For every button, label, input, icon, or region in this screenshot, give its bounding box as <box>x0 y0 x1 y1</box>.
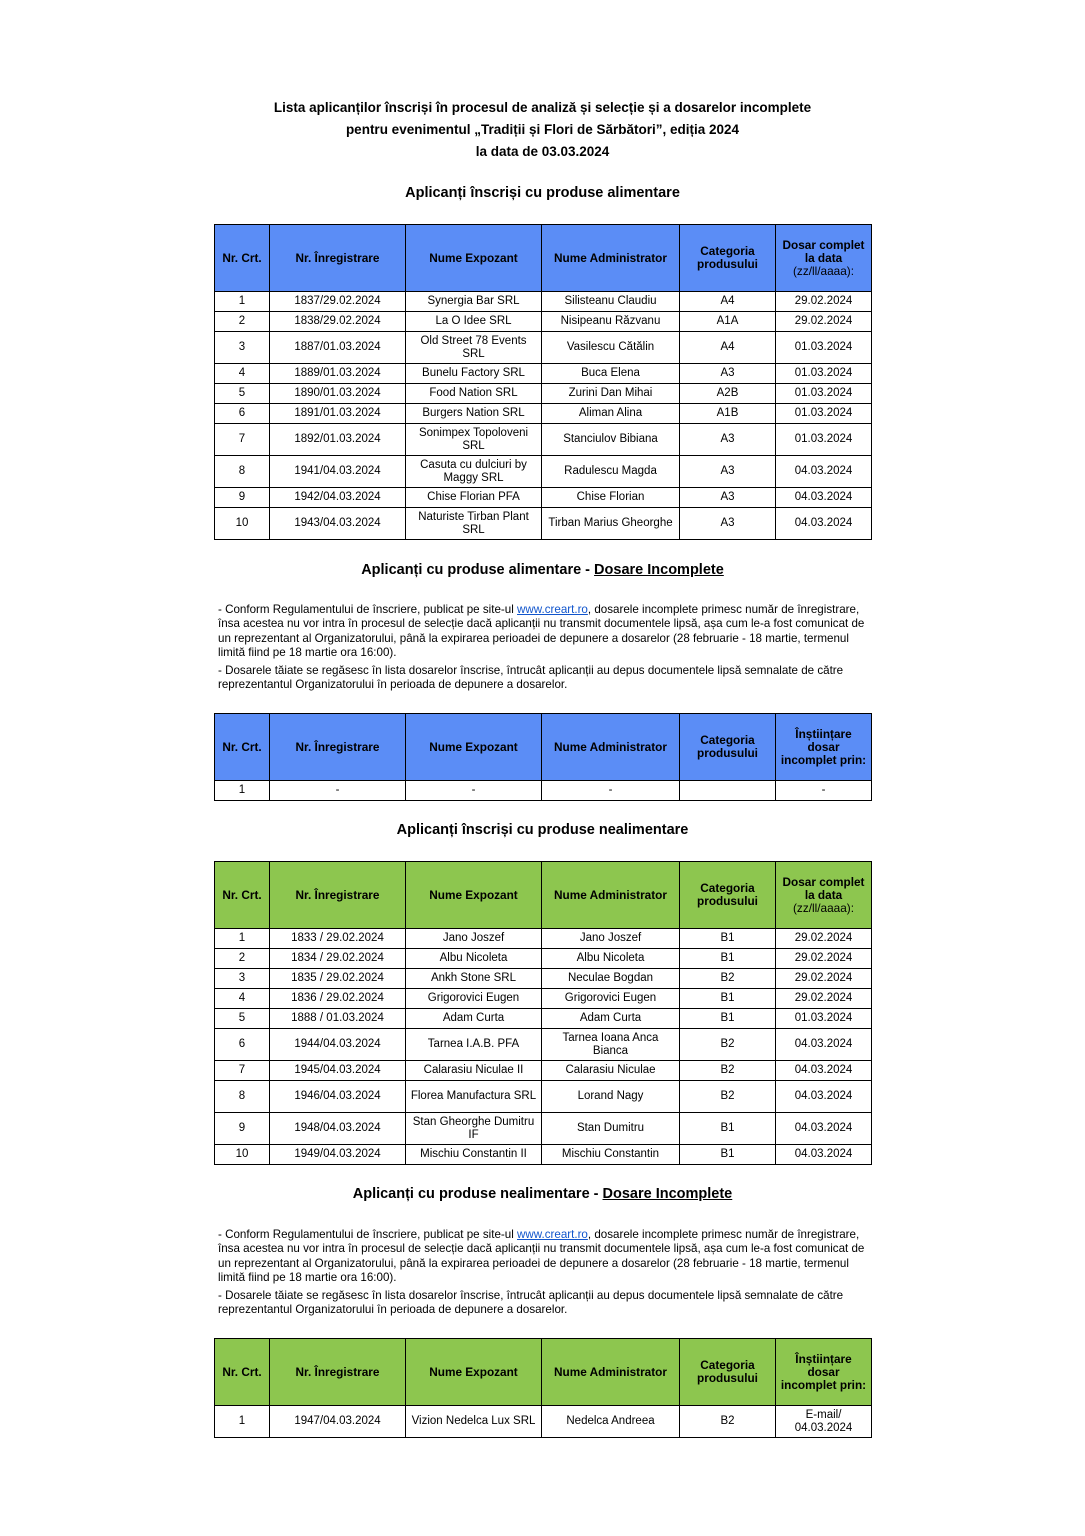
cell-exhibitor: Casuta cu dulciuri by Maggy SRL <box>406 456 542 488</box>
cell-status: 04.03.2024 <box>776 1113 872 1145</box>
cell-registration: 1944/04.03.2024 <box>270 1029 406 1061</box>
cell-nr: 6 <box>215 1029 270 1061</box>
table-row <box>215 969 872 989</box>
cell-exhibitor: Calarasiu Niculae II <box>406 1061 542 1081</box>
cell-category: A1B <box>680 404 776 424</box>
cell-nr: 5 <box>215 384 270 404</box>
cell-status: 04.03.2024 <box>776 1081 872 1113</box>
cell-registration: 1889/01.03.2024 <box>270 364 406 384</box>
nonfood-incomplete-rows <box>215 1406 872 1438</box>
cell-registration: 1949/04.03.2024 <box>270 1145 406 1165</box>
cell-category: B2 <box>680 1406 776 1438</box>
cell-status: E-mail/ 04.03.2024 <box>776 1406 872 1438</box>
cell-registration: 1890/01.03.2024 <box>270 384 406 404</box>
cell-administrator: Jano Joszef <box>542 929 680 949</box>
table-row <box>215 424 872 456</box>
cell-registration: 1945/04.03.2024 <box>270 1061 406 1081</box>
cell-exhibitor: Tarnea I.A.B. PFA <box>406 1029 542 1061</box>
cell-administrator: - <box>542 781 680 801</box>
table-row <box>215 1009 872 1029</box>
col-reg-header: Nr. Înregistrare <box>270 225 406 292</box>
cell-category: B2 <box>680 1081 776 1113</box>
table-row <box>215 404 872 424</box>
cell-administrator: Stanciulov Bibiana <box>542 424 680 456</box>
table-row <box>215 312 872 332</box>
cell-category: B1 <box>680 1009 776 1029</box>
cell-registration: - <box>270 781 406 801</box>
col-category-header: Categoria produsului <box>680 1339 776 1406</box>
cell-category: B2 <box>680 969 776 989</box>
col-exhibitor-header: Nume Expozant <box>406 714 542 781</box>
cell-registration: 1888 / 01.03.2024 <box>270 1009 406 1029</box>
table-header-row <box>215 714 872 781</box>
cell-nr: 5 <box>215 1009 270 1029</box>
cell-exhibitor: Florea Manufactura SRL <box>406 1081 542 1113</box>
food-rows <box>215 292 872 540</box>
cell-nr: 4 <box>215 989 270 1009</box>
cell-category: B1 <box>680 1113 776 1145</box>
col-nr-header: Nr. Crt. <box>215 862 270 929</box>
food-incomplete-note <box>218 603 873 697</box>
cell-status: 04.03.2024 <box>776 488 872 508</box>
cell-status: 01.03.2024 <box>776 404 872 424</box>
col-complete-header: Dosar complet la data (zz/ll/aaaa): <box>776 225 872 292</box>
cell-category: B1 <box>680 949 776 969</box>
table-row <box>215 949 872 969</box>
col-admin-header: Nume Administrator <box>542 225 680 292</box>
nonfood-incomplete-table <box>214 1338 872 1438</box>
cell-exhibitor: Albu Nicoleta <box>406 949 542 969</box>
title-line-1: Lista aplicanților înscriși în procesul de analiză și selecție și a dosarelor incomplete <box>273 100 812 115</box>
cell-exhibitor: Adam Curta <box>406 1009 542 1029</box>
table-header-row <box>215 1339 872 1406</box>
cell-status: 04.03.2024 <box>776 1145 872 1165</box>
cell-administrator: Mischiu Constantin <box>542 1145 680 1165</box>
cell-category: A4 <box>680 292 776 312</box>
table-header-row <box>215 862 872 929</box>
cell-exhibitor: Ankh Stone SRL <box>406 969 542 989</box>
cell-administrator: Buca Elena <box>542 364 680 384</box>
table-row <box>215 292 872 312</box>
table-row <box>215 456 872 488</box>
cell-exhibitor: Vizion Nedelca Lux SRL <box>406 1406 542 1438</box>
cell-exhibitor: Naturiste Tirban Plant SRL <box>406 508 542 540</box>
cell-status: 01.03.2024 <box>776 384 872 404</box>
cell-exhibitor: Bunelu Factory SRL <box>406 364 542 384</box>
cell-category: B2 <box>680 1029 776 1061</box>
table-row <box>215 384 872 404</box>
cell-registration: 1892/01.03.2024 <box>270 424 406 456</box>
table-row <box>215 488 872 508</box>
cell-administrator: Stan Dumitru <box>542 1113 680 1145</box>
cell-category: A3 <box>680 424 776 456</box>
cell-administrator: Vasilescu Cătălin <box>542 332 680 364</box>
cell-administrator: Neculae Bogdan <box>542 969 680 989</box>
table-row <box>215 364 872 384</box>
cell-administrator: Calarasiu Niculae <box>542 1061 680 1081</box>
cell-administrator: Lorand Nagy <box>542 1081 680 1113</box>
cell-category: B2 <box>680 1061 776 1081</box>
cell-status: 04.03.2024 <box>776 1029 872 1061</box>
cell-registration: 1943/04.03.2024 <box>270 508 406 540</box>
cell-category: B1 <box>680 929 776 949</box>
cell-registration: 1834 / 29.02.2024 <box>270 949 406 969</box>
cell-nr: 2 <box>215 949 270 969</box>
cell-status: 29.02.2024 <box>776 949 872 969</box>
cell-exhibitor: Synergia Bar SRL <box>406 292 542 312</box>
title-line-2: pentru evenimentul „Tradiții și Flori de Sărbători”, ediția 2024 <box>345 122 740 137</box>
cell-exhibitor: Grigorovici Eugen <box>406 989 542 1009</box>
cell-nr: 8 <box>215 456 270 488</box>
cell-status: 29.02.2024 <box>776 989 872 1009</box>
col-complete-header: Dosar complet la data (zz/ll/aaaa): <box>776 862 872 929</box>
col-category-header: Categoria produsului <box>680 862 776 929</box>
nonfood-section-heading: Aplicanți înscriși cu produse nealimentare <box>396 822 689 838</box>
cell-administrator: Grigorovici Eugen <box>542 989 680 1009</box>
creart-link[interactable]: www.creart.ro <box>517 1228 588 1241</box>
col-category-header: Categoria produsului <box>680 714 776 781</box>
cell-status: 04.03.2024 <box>776 456 872 488</box>
cell-nr: 7 <box>215 424 270 456</box>
cell-nr: 1 <box>215 929 270 949</box>
cell-status: 04.03.2024 <box>776 1061 872 1081</box>
cell-category: A3 <box>680 488 776 508</box>
cell-category: B1 <box>680 1145 776 1165</box>
cell-status: 29.02.2024 <box>776 969 872 989</box>
cell-nr: 3 <box>215 969 270 989</box>
col-nr-header: Nr. Crt. <box>215 225 270 292</box>
table-row <box>215 1061 872 1081</box>
col-notified-header: Înștiințare dosar incomplet prin: <box>776 1339 872 1406</box>
cell-category: A3 <box>680 508 776 540</box>
cell-nr: 9 <box>215 488 270 508</box>
cell-administrator: Chise Florian <box>542 488 680 508</box>
food-incomplete-heading: Aplicanți cu produse alimentare - Dosare Incomplete <box>361 562 724 578</box>
table-row <box>215 929 872 949</box>
table-row <box>215 1081 872 1113</box>
table-row <box>215 989 872 1009</box>
cell-category: A2B <box>680 384 776 404</box>
food-incomplete-rows <box>215 781 872 801</box>
cell-category: A3 <box>680 364 776 384</box>
cell-registration: 1941/04.03.2024 <box>270 456 406 488</box>
cell-status: - <box>776 781 872 801</box>
col-reg-header: Nr. Înregistrare <box>270 862 406 929</box>
note-paragraph-1: - Conform Regulamentului de înscriere, publicat pe site-ul www.creart.ro, dosarele incomplete primesc număr de înregistrare, însa acestea nu vor intra în procesul de selecție dacă aplicanții nu transmit documentele lipsă, așa cum le-a fost comunicat de un reprezentant al Organizatorului, până la expirarea perioadei de depunere a dosarelor (28 februarie - 18 martie, termenul limită fiind pe 18 martie ora 16:00). <box>218 603 865 659</box>
food-applicants-table <box>214 224 872 540</box>
table-row <box>215 1406 872 1438</box>
cell-nr: 2 <box>215 312 270 332</box>
cell-nr: 1 <box>215 1406 270 1438</box>
cell-exhibitor: Old Street 78 Events SRL <box>406 332 542 364</box>
cell-registration: 1838/29.02.2024 <box>270 312 406 332</box>
cell-registration: 1887/01.03.2024 <box>270 332 406 364</box>
cell-category: B1 <box>680 989 776 1009</box>
col-exhibitor-header: Nume Expozant <box>406 862 542 929</box>
cell-exhibitor: Jano Joszef <box>406 929 542 949</box>
cell-exhibitor: Mischiu Constantin II <box>406 1145 542 1165</box>
cell-registration: 1835 / 29.02.2024 <box>270 969 406 989</box>
col-admin-header: Nume Administrator <box>542 1339 680 1406</box>
note-paragraph-1: - Conform Regulamentului de înscriere, publicat pe site-ul www.creart.ro, dosarele incomplete primesc număr de înregistrare, însa acestea nu vor intra în procesul de selecție dacă aplicanții nu transmit documentele lipsă, așa cum le-a fost comunicat de un reprezentant al Organizatorului, până la expirarea perioadei de depunere a dosarelor (28 februarie - 18 martie, termenul limită fiind pe 18 martie ora 16:00). <box>218 1228 865 1284</box>
cell-nr: 1 <box>215 781 270 801</box>
cell-nr: 10 <box>215 1145 270 1165</box>
cell-registration: 1947/04.03.2024 <box>270 1406 406 1438</box>
table-row <box>215 1113 872 1145</box>
cell-status: 01.03.2024 <box>776 332 872 364</box>
table-row <box>215 508 872 540</box>
table-row <box>215 781 872 801</box>
cell-nr: 3 <box>215 332 270 364</box>
cell-administrator: Nedelca Andreea <box>542 1406 680 1438</box>
cell-administrator: Tirban Marius Gheorghe <box>542 508 680 540</box>
col-category-header: Categoria produsului <box>680 225 776 292</box>
cell-status: 29.02.2024 <box>776 312 872 332</box>
cell-administrator: Adam Curta <box>542 1009 680 1029</box>
col-exhibitor-header: Nume Expozant <box>406 1339 542 1406</box>
cell-category: A1A <box>680 312 776 332</box>
cell-status: 01.03.2024 <box>776 364 872 384</box>
cell-nr: 1 <box>215 292 270 312</box>
col-reg-header: Nr. Înregistrare <box>270 1339 406 1406</box>
col-notified-header: Înștiințare dosar incomplet prin: <box>776 714 872 781</box>
cell-nr: 9 <box>215 1113 270 1145</box>
nonfood-rows <box>215 929 872 1165</box>
cell-nr: 10 <box>215 508 270 540</box>
table-row <box>215 332 872 364</box>
cell-administrator: Tarnea Ioana Anca Bianca <box>542 1029 680 1061</box>
cell-category: A3 <box>680 456 776 488</box>
cell-nr: 8 <box>215 1081 270 1113</box>
note-paragraph-2: - Dosarele tăiate se regăsesc în lista dosarelor înscrise, întrucât aplicanții au depus documentele lipsă semnalate de către reprezentantul Organizatorului în perioada de depunere a dosarelor. <box>218 1289 844 1317</box>
cell-registration: 1833 / 29.02.2024 <box>270 929 406 949</box>
document-title <box>0 97 1085 163</box>
cell-exhibitor: Burgers Nation SRL <box>406 404 542 424</box>
col-exhibitor-header: Nume Expozant <box>406 225 542 292</box>
cell-registration: 1946/04.03.2024 <box>270 1081 406 1113</box>
cell-exhibitor: La O Idee SRL <box>406 312 542 332</box>
cell-nr: 4 <box>215 364 270 384</box>
cell-nr: 6 <box>215 404 270 424</box>
cell-registration: 1942/04.03.2024 <box>270 488 406 508</box>
cell-registration: 1948/04.03.2024 <box>270 1113 406 1145</box>
nonfood-applicants-table <box>214 861 872 1165</box>
cell-administrator: Nisipeanu Răzvanu <box>542 312 680 332</box>
table-row <box>215 1145 872 1165</box>
cell-administrator: Silisteanu Claudiu <box>542 292 680 312</box>
cell-registration: 1891/01.03.2024 <box>270 404 406 424</box>
cell-exhibitor: Chise Florian PFA <box>406 488 542 508</box>
col-admin-header: Nume Administrator <box>542 714 680 781</box>
cell-status: 01.03.2024 <box>776 1009 872 1029</box>
cell-exhibitor: - <box>406 781 542 801</box>
cell-exhibitor: Food Nation SRL <box>406 384 542 404</box>
nonfood-incomplete-heading: Aplicanți cu produse nealimentare - Dosare Incomplete <box>352 1186 733 1202</box>
col-nr-header: Nr. Crt. <box>215 714 270 781</box>
cell-registration: 1836 / 29.02.2024 <box>270 989 406 1009</box>
food-incomplete-table <box>214 713 872 801</box>
table-header-row <box>215 225 872 292</box>
cell-registration: 1837/29.02.2024 <box>270 292 406 312</box>
creart-link[interactable]: www.creart.ro <box>517 603 588 616</box>
col-nr-header: Nr. Crt. <box>215 1339 270 1406</box>
cell-exhibitor: Sonimpex Topoloveni SRL <box>406 424 542 456</box>
cell-status: 29.02.2024 <box>776 929 872 949</box>
cell-status: 29.02.2024 <box>776 292 872 312</box>
cell-category <box>680 781 776 801</box>
cell-administrator: Albu Nicoleta <box>542 949 680 969</box>
cell-administrator: Zurini Dan Mihai <box>542 384 680 404</box>
cell-nr: 7 <box>215 1061 270 1081</box>
cell-status: 01.03.2024 <box>776 424 872 456</box>
cell-administrator: Radulescu Magda <box>542 456 680 488</box>
cell-exhibitor: Stan Gheorghe Dumitru IF <box>406 1113 542 1145</box>
cell-status: 04.03.2024 <box>776 508 872 540</box>
nonfood-incomplete-note <box>218 1228 873 1322</box>
cell-category: A4 <box>680 332 776 364</box>
food-section-heading: Aplicanți înscriși cu produse alimentare <box>405 185 680 201</box>
table-row <box>215 1029 872 1061</box>
title-line-3: la data de 03.03.2024 <box>475 144 610 159</box>
col-reg-header: Nr. Înregistrare <box>270 714 406 781</box>
col-admin-header: Nume Administrator <box>542 862 680 929</box>
cell-administrator: Aliman Alina <box>542 404 680 424</box>
note-paragraph-2: - Dosarele tăiate se regăsesc în lista dosarelor înscrise, întrucât aplicanții au depus documentele lipsă semnalate de către reprezentantul Organizatorului în perioada de depunere a dosarelor. <box>218 664 844 692</box>
